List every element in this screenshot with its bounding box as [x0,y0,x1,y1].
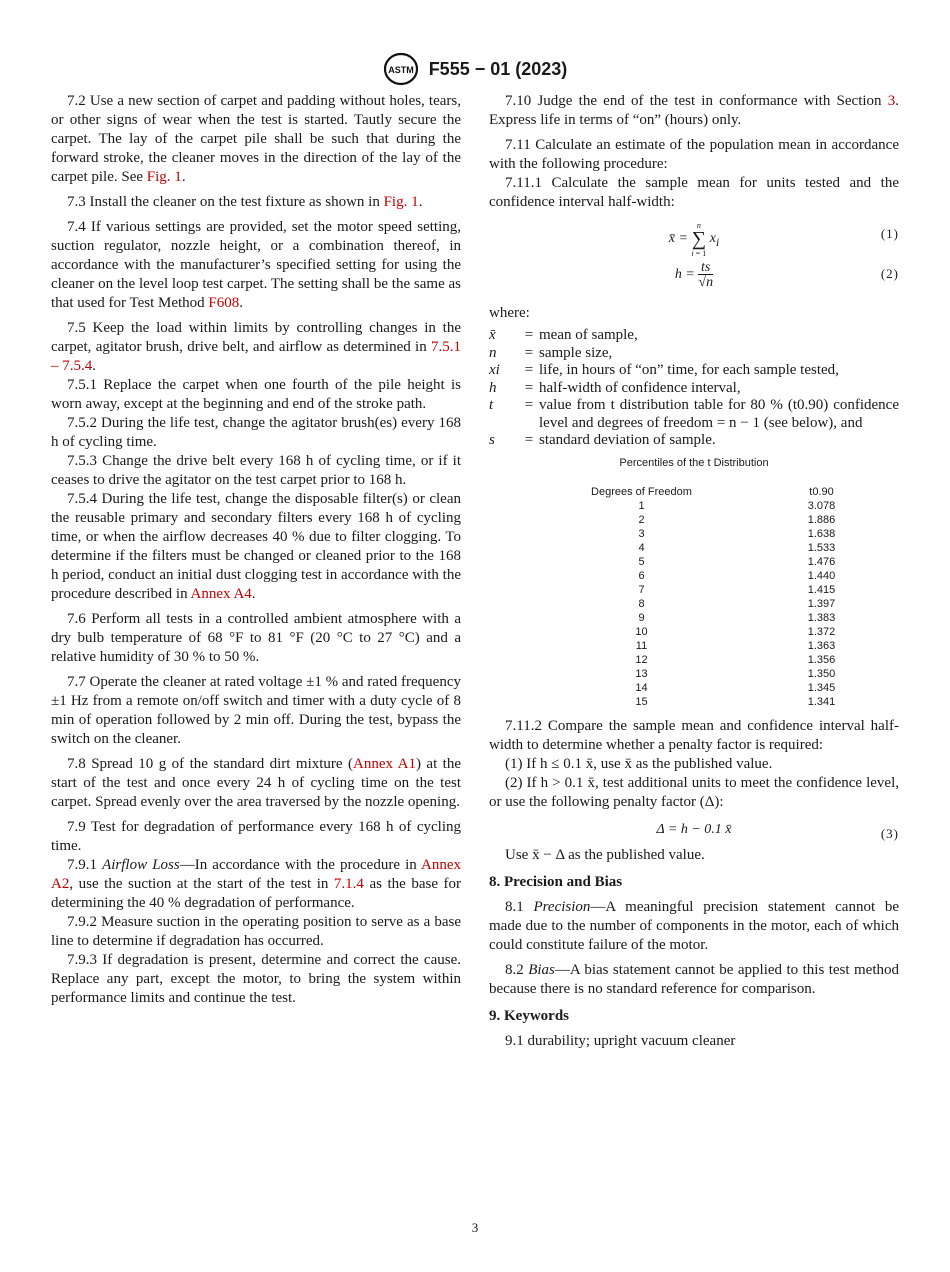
para-8-2: 8.2 Bias—A bias statement cannot be applied to this test method because there is no standard reference for comparison. [489,961,899,997]
equation-2: $h = \frac{ts}{√n}$ (2) [674,260,899,290]
t-value-cell: 3.078 [807,499,836,512]
t-value-cell: 1.341 [807,695,836,708]
table-row [539,639,899,653]
column-header: Degrees of Freedom [591,485,692,498]
annex-a2-link[interactable]: Annex A2 [51,857,462,892]
fig-1-link[interactable]: Fig. 1 [146,169,182,185]
degrees-cell: 15 [635,695,648,708]
para-7-10: 7.10 Judge the end of the test in conformance with Section 3. Express life in terms of “on” (hours) only. [489,93,899,128]
degrees-cell: 3 [638,527,645,540]
annex-a1-link[interactable]: Annex A1 [353,756,416,772]
para-7-7: 7.7 Operate the cleaner at rated voltage ±1 % and rated frequency ±1 Hz from a remote on/off switch and timer with a duty cycle of 8 min of operation followed by 2 min off. During the test, bypass the switch on the cleaner. [51,674,461,747]
para-7-5-3: 7.5.3 Change the drive belt every 168 h of cycling time, or if it ceases to drive the agitator on the test carpet prior to 168 h. [51,453,461,488]
column-header: t0.90 [809,485,834,498]
para-7-5-4: 7.5.4 During the life test, change the disposable filter(s) or clean the reusable primary and secondary filters every 168 h of cycling time, or when the airflow decreases 40 % due to filter clogging. To determine if the filters must be changed or cleaned prior to the 168 h period, conduct an initial dust clogging test in accordance with the procedure described in Annex A4. [51,491,461,602]
where-label: where: [489,305,530,321]
table-row [539,527,899,541]
table-row [539,681,899,695]
section-7-1-4-link[interactable]: 7.1.4 [333,876,364,892]
t-value-cell: 1.533 [807,541,836,554]
degrees-cell: 14 [635,681,648,694]
page-header [0,52,950,86]
item-2: (2) If h > 0.1 x̄, test additional units to meet the confidence level, or use the following penalty factor (Δ): [489,774,899,810]
right-column [489,92,899,1057]
definition-row: t = value from t distribution table for 80 % (t0.90) confidence level and degrees of freedom = n − 1 (see below), and [489,397,899,431]
definition-row: h = half-width of confidence interval, [489,379,741,396]
degrees-cell: 2 [638,513,645,526]
para-7-9-3: 7.9.3 If degradation is present, determine and correct the cause. Replace any part, except the motor, to bring the system within performance limits and continue the test. [51,952,461,1006]
table-row [539,499,899,513]
para-7-11-2: 7.11.2 Compare the sample mean and confidence interval half-width to determine whether a penalty factor is required: [489,717,899,753]
t-value-cell: 1.345 [807,681,836,694]
para-7-5: 7.5 Keep the load within limits by controlling changes in the carpet, agitator brush, drive belt, and airflow as determined in 7.5.1 – 7.5.4. [51,320,461,374]
table-row [539,611,899,625]
t-value-cell: 1.415 [807,583,836,596]
degrees-cell: 9 [638,611,645,624]
t-value-cell: 1.397 [807,597,836,610]
table-row [539,653,899,667]
degrees-cell: 4 [638,541,645,554]
t-value-cell: 1.356 [807,653,836,666]
page-number: 3 [471,1220,479,1235]
degrees-cell: 8 [638,597,645,610]
degrees-cell: 13 [635,667,648,680]
degrees-cell: 11 [635,639,648,652]
fig-1-link[interactable]: Fig. 1 [383,194,419,210]
para-7-8: 7.8 Spread 10 g of the standard dirt mixture (Annex A1) at the start of the test and once every 24 h of cycling time on the test carpet. Spread evenly over the area traversed by the nozzle opening. [51,756,461,810]
degrees-cell: 5 [638,555,645,568]
table-header-row [539,485,899,499]
t-value-cell: 1.440 [807,569,836,582]
t-value-cell: 1.476 [807,555,836,568]
table-title: Percentiles of the t Distribution [619,456,769,469]
t-value-cell: 1.383 [807,611,836,624]
para-7-11-1: 7.11.1 Calculate the sample mean for units tested and the confidence interval half-width: [489,175,899,210]
definition-row: s = standard deviation of sample. [489,432,716,448]
use-line: Use x̄ − Δ as the published value. [505,846,705,863]
equation-number: (3) [880,825,899,841]
para-7-2: 7.2 Use a new section of carpet and padding without holes, tears, or other signs of wear when the test is started. Tautly secure the carpet. The lay of the carpet pile shall be such that during the forward stroke, the cleaner moves in the direction of the lay of the carpet pile. See Fig. 1. [51,93,461,185]
para-7-3: 7.3 Install the cleaner on the test fixture as shown in Fig. 1. [67,194,423,210]
svg-text:ASTM: ASTM [387,65,414,75]
annex-a4-link[interactable]: Annex A4 [190,586,252,602]
section-8-heading: 8. Precision and Bias [489,873,623,890]
t-value-cell: 1.638 [807,527,836,540]
equation-1: x̄ = n ∑ i = 1 $x_i$ (1) [668,221,899,258]
document-id: F555 − 01 (2023) [428,58,568,79]
table-row [539,555,899,569]
degrees-cell: 1 [638,499,645,512]
definition-row: n = sample size, [489,344,613,361]
para-7-4: 7.4 If various settings are provided, set the motor speed setting, suction regulator, nozzle height, or a combination thereof, in accordance with the manufacturer’s specified setting for using the cleaner on the level loop test carpet. The setting shall be the same as that used for Test Method F608. [51,219,461,311]
para-7-9-2: 7.9.2 Measure suction in the operating position to serve as a base line to determine if degradation has occurred. [51,914,461,949]
para-7-9: 7.9 Test for degradation of performance every 168 h of cycling time. [51,819,461,854]
item-1: (1) If h ≤ 0.1 x̄, use x̄ as the published value. [505,755,773,772]
degrees-cell: 6 [638,569,645,582]
section-3-link[interactable]: 3 [887,93,896,109]
table-row [539,695,899,709]
section-7-5-range-link[interactable]: 7.5.1 – 7.5.4 [51,339,461,374]
table-row [539,625,899,639]
equation-number: (1) [880,226,899,241]
table-row [539,667,899,681]
table-row [539,513,899,527]
table-row [539,569,899,583]
degrees-cell: 7 [638,583,645,596]
t-value-cell: 1.372 [807,625,836,638]
table-row [539,583,899,597]
para-8-1: 8.1 Precision—A meaningful precision statement cannot be made due to the number of components in the motor, each of which could constitute failure of the motor. [489,898,900,953]
equation-number: (2) [880,266,899,281]
para-7-11: 7.11 Calculate an estimate of the population mean in accordance with the following procedure: [489,137,899,172]
left-column [51,92,461,1008]
definitions-list [489,327,899,450]
t-value-cell: 1.363 [807,639,836,652]
t-distribution-table [539,485,899,709]
degrees-cell: 12 [635,653,648,666]
astm-logo [383,52,419,86]
f608-link[interactable]: F608 [208,295,240,311]
para-7-6: 7.6 Perform all tests in a controlled ambient atmosphere with a dry bulb temperature of 68 °F to 81 °F (20 °C to 27 °C) and a relative humidity of 30 % to 50 %. [51,611,461,665]
t-value-cell: 1.886 [807,513,836,526]
t-value-cell: 1.350 [807,667,836,680]
para-7-5-1: 7.5.1 Replace the carpet when one fourth of the pile height is worn away, except at the beginning and end of the stroke path. [51,377,461,412]
para-9-1: 9.1 durability; upright vacuum cleaner [505,1032,736,1049]
para-7-5-2: 7.5.2 During the life test, change the agitator brush(es) every 168 h of cycling time. [51,415,461,450]
table-row [539,597,899,611]
equation-3: Δ = h − 0.1 x̄ (3) [656,821,899,841]
definition-row: xi = life, in hours of “on” time, for each sample tested, [489,362,839,378]
section-9-heading: 9. Keywords [489,1007,569,1024]
para-7-9-1: 7.9.1 Airflow Loss—In accordance with the procedure in Annex A2, use the suction at the start of the test in 7.1.4 as the base for determining the 40 % degradation of performance. [51,857,462,911]
table-row [539,541,899,555]
degrees-cell: 10 [635,625,648,638]
definition-row: x̄ = mean of sample, [489,327,638,343]
